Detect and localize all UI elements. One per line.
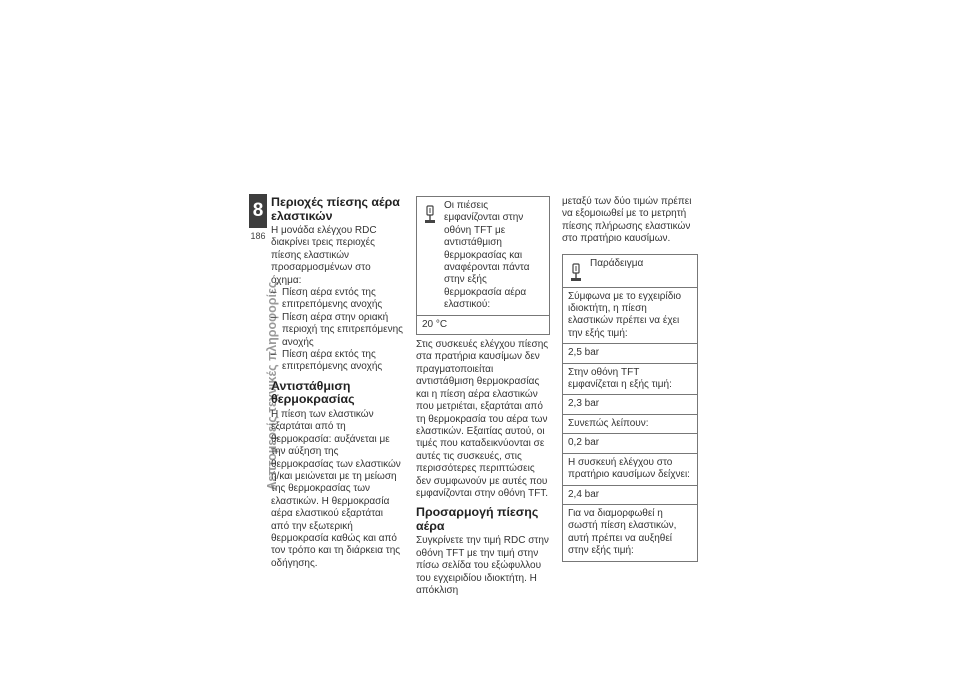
example-title: Παράδειγμα — [590, 257, 644, 269]
example-row: Για να διαμορφωθεί η σωστή πίεση ελαστικών, αυτή πρέπει να αυξηθεί στην εξής τιμή: — [563, 504, 697, 561]
tire-gauge-icon — [569, 263, 583, 283]
column-2 — [416, 196, 550, 597]
example-row: 2,3 bar — [563, 394, 697, 413]
heading-temperature-compensation: Αντιστάθμιση θερμοκρασίας — [271, 378, 355, 407]
info-box-temperature — [416, 196, 550, 335]
example-row: Στην οθόνη TFT εμφανίζεται η εξής τιμή: — [563, 363, 697, 395]
chapter-tab: 8 — [249, 194, 267, 228]
example-row: Η συσκευή ελέγχου στο πρατήριο καυσίμων δείχνει: — [563, 453, 697, 485]
tire-gauge-icon — [423, 205, 437, 225]
page-number: 186 — [250, 231, 266, 241]
paragraph-ranges-intro: Η μονάδα ελέγχου RDC διακρίνει τρεις περιοχές πίεσης ελαστικών προσαρμοσμένων στο όχημα: — [271, 225, 377, 286]
reference-temperature: 20 °C — [417, 315, 549, 334]
chapter-side-title: Λεπτομερείς τεχνικές πληροφορίες — [265, 281, 279, 490]
paragraph-gas-station-gauges: Στις συσκευές ελέγχου πίεσης στα πρατήρια καυσίμων δεν πραγματοποιείται αντιστάθμιση θερμοκρασίας και η πίεση αέρα ελαστικών που μετριέται, εξαρτάται από τη θερμοκρασία του αέρα των ελαστικών. Εξαιτίας αυτού, οι τιμές που καταδεικνύονται σε αυτές τις συσκευές, στις περισσότερες περιπτώσεις δεν συμφωνούν με αυτές που εμφανίζονται στην οθόνη TFT. — [416, 339, 549, 499]
example-row: Συνεπώς λείπουν: — [563, 414, 697, 433]
column-3 — [562, 196, 698, 566]
column-1 — [271, 196, 403, 570]
list-item: – Πίεση αέρα εκτός της επιτρεπόμενης ανοχής — [271, 349, 403, 374]
example-row: 2,5 bar — [563, 343, 697, 362]
heading-pressure-adjustment: Προσαρμογή πίεσης αέρα — [416, 505, 539, 533]
paragraph-continuation: μεταξύ των δύο τιμών πρέπει να εξομοιωθεί με το μετρητή πίεσης πλήρωσης ελαστικών στο πρατήριο καυσίμων. — [562, 196, 692, 245]
list-item: – Πίεση αέρα στην οριακή περιοχή της επιτρεπόμενης ανοχής — [271, 312, 403, 349]
example-box — [562, 254, 698, 562]
heading-pressure-ranges: Περιοχές πίεσης αέρα ελαστικών — [271, 195, 400, 223]
pressure-range-list — [271, 287, 403, 374]
list-item: – Πίεση αέρα εντός της επιτρεπόμενης ανοχής — [271, 287, 403, 312]
paragraph-compare-values: Συγκρίνετε την τιμή RDC στην οθόνη TFT με την τιμή στην πίσω σελίδα του εξώφυλλου του εγχειριδίου ιδιοκτήτη. Η απόκλιση — [416, 535, 549, 596]
info-box-text: Οι πιέσεις εμφανίζονται στην οθόνη TFT με αντιστάθμιση θερμοκρασίας και αναφέρονται πάντα στην εξής θερμοκρασία αέρα ελαστικού: — [444, 200, 530, 311]
example-row: Σύμφωνα με το εγχειρίδιο ιδιοκτήτη, η πίεση ελαστικών πρέπει να έχει την εξής τιμή: — [563, 287, 697, 344]
paragraph-temperature: Η πίεση των ελαστικών εξαρτάται από τη θερμοκρασία: αυξάνεται με την αύξηση της θερμοκρασίας των ελαστικών ή/και μειώνεται με τη μείωση της θερμοκρασίας των ελαστικών. Η θερμοκρασία αέρα ελαστικού εξαρτάται από την εξωτερική θερμοκρασία καθώς και από τον τρόπο και τη διάρκεια της οδήγησης. — [271, 408, 401, 569]
example-row: 2,4 bar — [563, 485, 697, 504]
example-row: 0,2 bar — [563, 433, 697, 452]
